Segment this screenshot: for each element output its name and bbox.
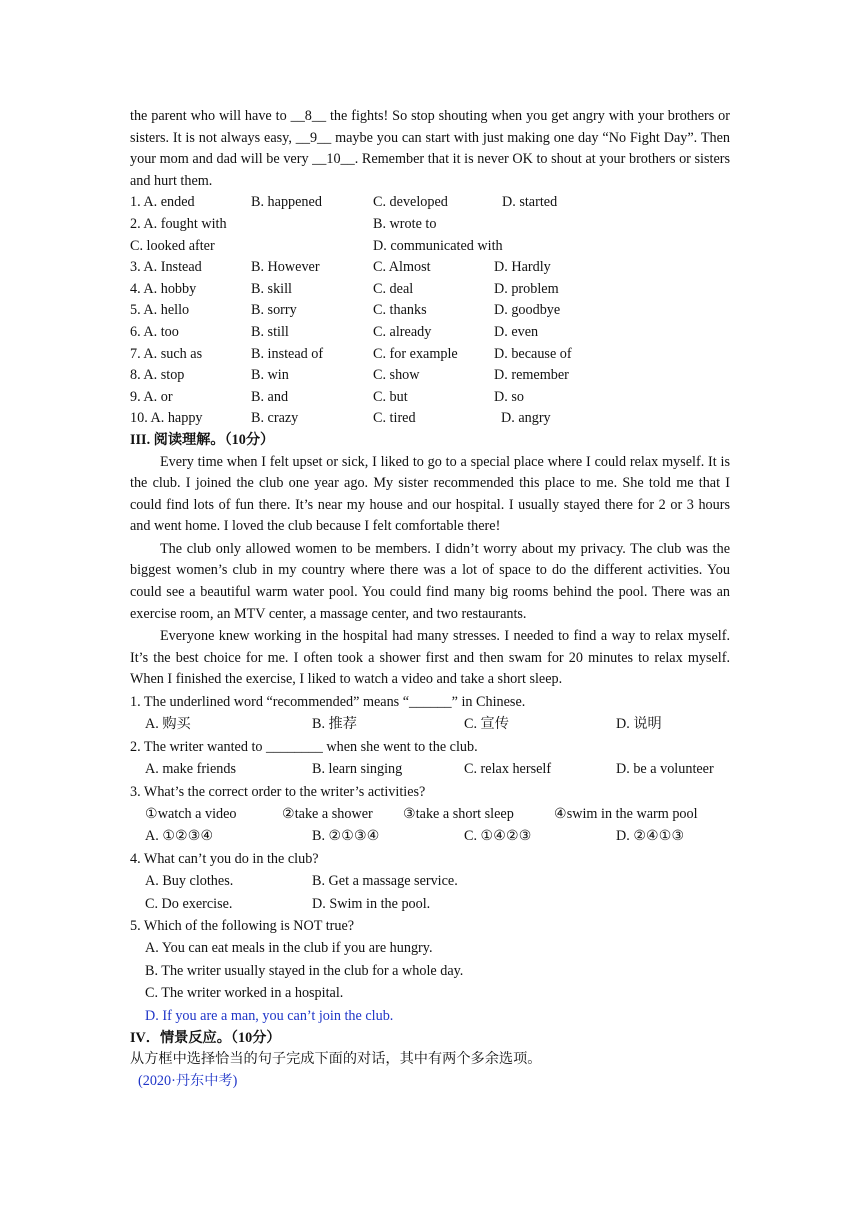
question-option: A. You can eat meals in the club if you are hungry. <box>145 940 433 957</box>
question-stem: 2. The writer wanted to ________ when she went to the club. <box>130 738 478 755</box>
option-row: 6. A. too B. still C. already D. even <box>130 323 539 340</box>
reading-questions <box>130 692 730 1028</box>
worksheet-page <box>130 106 730 1093</box>
option-row: 5. A. hello B. sorry C. thanks D. goodbye <box>130 302 561 319</box>
reading-paragraph-2: The club only allowed women to be members. I didn’t worry about my privacy. The club was the biggest women’s club in my country where there was a lot of space to do the different activities. You could see a beautiful warm water pool. You could find many big rooms behind the pool. There was an exercise room, an MTV center, a massage center, and two restaurants. <box>130 540 730 622</box>
situational-heading: IV．情景反应。（10分） <box>130 1029 281 1046</box>
option-row: 9. A. or B. and C. but D. so <box>130 388 524 405</box>
blank-10: __10__ <box>312 151 355 168</box>
question-option-answer: D. If you are a man, you can’t join the club. <box>145 1007 394 1024</box>
option-row: 1. A. ended B. happened C. developed D. started <box>130 194 558 211</box>
option-row: 8. A. stop B. win C. show D. remember <box>130 367 569 384</box>
question-option: C. The writer worked in a hospital. <box>145 985 344 1002</box>
question-options: C. Do exercise. D. Swim in the pool. <box>145 895 431 912</box>
reading-paragraph-3: Everyone knew working in the hospital had many stresses. I needed to find a way to relax myself. It’s the best choice for me. I often took a shower first and then swam for 20 minutes to relax myself. When I finished the exercise, I liked to watch a video and take a short sleep. <box>130 628 730 688</box>
option-row: 2. A. fought with B. wrote to <box>130 215 437 232</box>
question-stem: 5. Which of the following is NOT true? <box>130 917 355 934</box>
activity-list: ①watch a video ②take a shower ③take a short sleep ④swim in the warm pool <box>145 805 698 822</box>
option-row: C. looked after D. communicated with <box>130 237 503 254</box>
reading-heading: III. 阅读理解。（10分） <box>130 431 275 448</box>
blank-9: __9__ <box>295 129 332 146</box>
cloze-options <box>130 192 730 430</box>
source-note: (2020·丹东中考) <box>138 1073 238 1090</box>
option-row: 3. A. Instead B. However C. Almost D. Hardly <box>130 259 551 276</box>
question-options: A. 购买 B. 推荐 C. 宣传 D. 说明 <box>145 716 662 733</box>
cloze-passage-end: the parent who will have to __8__ the fights! So stop shouting when you get angry with your brothers or sisters. It is not always easy, __9__ maybe you can start with just making one day “No Fight Day”. Then your mom and dad will be very __10__. Remember that it is never OK to shout at your brothers or sisters and hurt them. <box>130 108 730 189</box>
blank-8: __8__ <box>290 108 327 124</box>
option-row: 10. A. happy B. crazy C. tired D. angry <box>130 410 551 427</box>
question-stem: 3. What’s the correct order to the writer’s activities? <box>130 783 426 800</box>
option-row: 4. A. hobby B. skill C. deal D. problem <box>130 280 559 297</box>
question-options: A. make friends B. learn singing C. relax herself D. be a volunteer <box>145 761 714 778</box>
question-options: A. ①②③④ B. ②①③④ C. ①④②③ D. ②④①③ <box>145 828 685 845</box>
question-stem: 4. What can’t you do in the club? <box>130 850 319 867</box>
situational-instruction: 从方框中选择恰当的句子完成下面的对话，其中有两个多余选项。 <box>130 1051 542 1068</box>
question-stem: 1. The underlined word “recommended” means “______” in Chinese. <box>130 694 526 711</box>
question-option: B. The writer usually stayed in the club for a whole day. <box>145 962 464 979</box>
option-row: 7. A. such as B. instead of C. for example D. because of <box>130 345 572 362</box>
question-options: A. Buy clothes. B. Get a massage service. <box>145 873 458 890</box>
reading-paragraph-1: Every time when I felt upset or sick, I liked to go to a special place where I could relax myself. It is the club. I joined the club one year ago. My sister recommended this place to me. She told me that I could find lots of fun there. It’s near my house and our hospital. I usually stayed there for 2 or 3 hours and went home. I loved the club because I felt comfortable there! <box>130 453 730 535</box>
